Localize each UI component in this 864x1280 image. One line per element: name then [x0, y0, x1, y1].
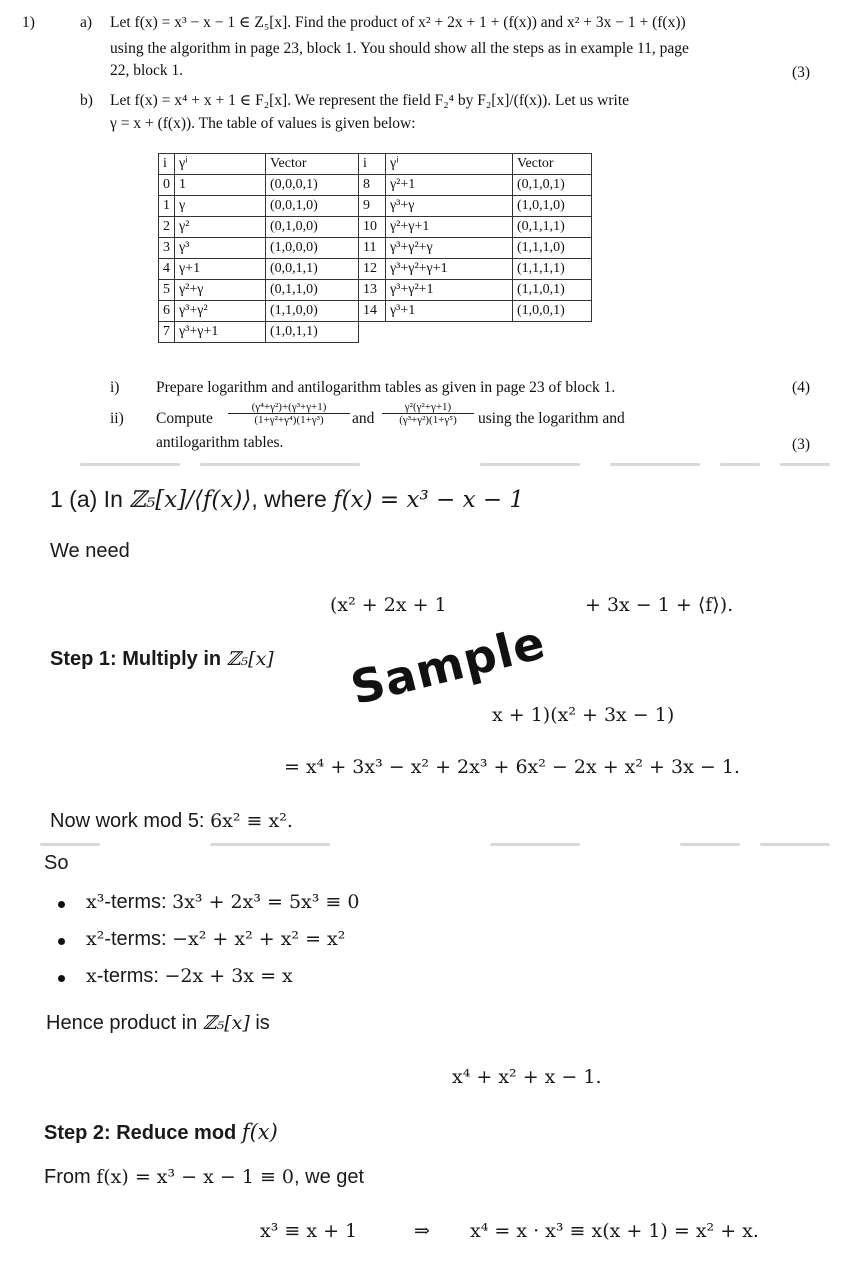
fraction-1-denominator: (1+γ²+γ⁴)(1+γ³)	[254, 414, 324, 426]
table-row	[159, 280, 592, 301]
heading-f: f(x) = x³ − x − 1	[333, 487, 525, 513]
table-cell: (1,0,1,0)	[513, 196, 592, 217]
sub-ii-label: ii)	[110, 410, 124, 427]
table-cell: (0,0,1,1)	[266, 259, 359, 280]
bullet-dot	[58, 938, 65, 945]
bullet-dot	[58, 975, 65, 982]
from-line	[44, 1166, 364, 1189]
table-cell: (1,0,0,0)	[266, 238, 359, 259]
divider	[80, 463, 180, 466]
heading-ring: ℤ₅[x]/⟨f(x)⟩	[129, 487, 252, 513]
divider	[610, 463, 700, 466]
term-label: -terms:	[96, 965, 165, 987]
table-cell: 8	[359, 175, 386, 196]
table-row	[159, 175, 592, 196]
product-result: x⁴ + x² + x − 1.	[452, 1066, 602, 1088]
term-power: x³	[86, 891, 105, 913]
table-cell: 12	[359, 259, 386, 280]
table-cell: γ²+γ	[175, 280, 266, 301]
table-cell: (1,1,1,0)	[513, 238, 592, 259]
need-eq-left: (x² + 2x + 1	[330, 594, 447, 616]
step2-f: f(x)	[241, 1120, 278, 1144]
sub-ii-compute: Compute	[156, 410, 213, 427]
table-cell: 5	[159, 280, 175, 301]
table-cell: γ²	[175, 217, 266, 238]
table-cell: (0,1,0,0)	[266, 217, 359, 238]
table-cell: 13	[359, 280, 386, 301]
term-eq: −x² + x² + x² = x²	[172, 928, 346, 950]
hence-prefix: Hence product in	[46, 1012, 203, 1034]
table-cell: 11	[359, 238, 386, 259]
table-cell: γ³+γ²	[175, 301, 266, 322]
part-a-line1: Let f(x) = x³ − x − 1 ∈ Z₅[x]. Find the product of x² + 2x + 1 + (f(x)) and x² + 3x − 1 + (f(x))	[110, 14, 686, 31]
table-cell: (0,0,1,0)	[266, 196, 359, 217]
table-row	[159, 217, 592, 238]
table-cell: (0,1,1,0)	[266, 280, 359, 301]
part-a-marks: (3)	[792, 64, 811, 81]
divider	[720, 463, 760, 466]
divider	[210, 843, 330, 846]
step2-heading	[44, 1120, 278, 1145]
part-a-label: a)	[80, 14, 93, 31]
table-row	[159, 238, 592, 259]
table-header: i	[359, 154, 386, 175]
table-cell: γ³+γ	[386, 196, 513, 217]
from-prefix: From	[44, 1166, 97, 1188]
table-cell: 3	[159, 238, 175, 259]
table-header: γⁱ	[175, 154, 266, 175]
final-right: x⁴ = x · x³ ≡ x(x + 1) = x² + x.	[470, 1220, 759, 1242]
term-line	[86, 965, 293, 988]
table-header-row	[159, 154, 592, 175]
table-cell: 1	[159, 196, 175, 217]
solution-heading	[50, 486, 524, 513]
divider	[200, 463, 360, 466]
table-cell: 1	[175, 175, 266, 196]
table-cell: (1,1,0,1)	[513, 280, 592, 301]
from-math: f(x) = x³ − x − 1 ≡ 0	[96, 1166, 295, 1188]
product-partial: x + 1)(x² + 3x − 1)	[492, 704, 675, 726]
part-b-label: b)	[80, 92, 93, 109]
table-cell: 0	[159, 175, 175, 196]
table-cell: γ³+γ+1	[175, 322, 266, 343]
fraction-2-denominator: (γ³+γ²)(1+γ⁵)	[399, 414, 457, 426]
table-cell: γ³+γ²+1	[386, 280, 513, 301]
table-cell: 2	[159, 217, 175, 238]
table-cell: 9	[359, 196, 386, 217]
hence-suffix: is	[249, 1012, 270, 1034]
table-cell: γ³+γ²+γ+1	[386, 259, 513, 280]
table-cell: γ³+1	[386, 301, 513, 322]
divider	[780, 463, 830, 466]
table-cell: γ²+γ+1	[386, 217, 513, 238]
table-cell: (0,1,0,1)	[513, 175, 592, 196]
so-text: So	[44, 852, 69, 874]
table-cell: (0,1,1,1)	[513, 217, 592, 238]
part-a-line3: 22, block 1.	[110, 62, 184, 79]
sub-ii-fraction-1	[228, 401, 350, 426]
from-suffix: , we get	[294, 1166, 365, 1188]
term-power: x	[86, 965, 97, 987]
mod5-prefix: Now work mod 5:	[50, 810, 211, 832]
mod5-math: 6x² ≡ x².	[210, 810, 293, 832]
divider	[40, 843, 100, 846]
table-cell: (1,0,1,1)	[266, 322, 359, 343]
divider	[480, 463, 580, 466]
hence-line	[46, 1012, 270, 1035]
part-a-line2: using the algorithm in page 23, block 1. You should show all the steps as in example 11, page	[110, 40, 689, 57]
question-number: 1)	[22, 14, 35, 31]
bullet-dot	[58, 901, 65, 908]
divider	[490, 843, 580, 846]
sub-i-marks: (4)	[792, 379, 811, 396]
term-eq: 3x³ + 2x³ = 5x³ ≡ 0	[172, 891, 360, 913]
divider	[760, 843, 830, 846]
table-header: Vector	[266, 154, 359, 175]
term-label: -terms:	[104, 891, 173, 913]
table-row	[159, 322, 592, 343]
final-left: x³ ≡ x + 1	[260, 1220, 358, 1242]
need-eq-right: + 3x − 1 + ⟨f⟩).	[585, 594, 734, 616]
table-cell: γ²+1	[386, 175, 513, 196]
expansion: = x⁴ + 3x³ − x² + 2x³ + 6x² − 2x + x² + 3x − 1.	[284, 756, 740, 778]
step2-prefix: Step 2: Reduce mod	[44, 1122, 242, 1144]
sub-ii-fraction-2	[382, 401, 474, 426]
part-b-line1: Let f(x) = x⁴ + x + 1 ∈ F₂[x]. We represent the field F₂⁴ by F₂[x]/(f(x)). Let us write	[110, 92, 630, 109]
table-cell: (1,1,1,1)	[513, 259, 592, 280]
table-cell: γ+1	[175, 259, 266, 280]
term-line	[86, 928, 345, 951]
we-need-text: We need	[50, 540, 130, 562]
table-cell: 7	[159, 322, 175, 343]
table-cell: 6	[159, 301, 175, 322]
sub-ii-rest: using the logarithm and	[478, 410, 625, 427]
sub-ii-and: and	[352, 410, 375, 427]
step1-ring: ℤ₅[x]	[226, 648, 274, 670]
field-table	[158, 153, 592, 343]
table-cell: (1,1,0,0)	[266, 301, 359, 322]
table-empty-cell	[513, 322, 592, 343]
heading-mid: , where	[251, 486, 334, 512]
table-cell: γ	[175, 196, 266, 217]
sample-watermark: Sample	[345, 614, 551, 716]
table-cell: (0,0,0,1)	[266, 175, 359, 196]
mod5-line	[50, 810, 293, 833]
step1-prefix: Step 1: Multiply in	[50, 648, 227, 670]
final-arrow: ⇒	[414, 1220, 430, 1242]
heading-prefix: 1 (a) In	[50, 486, 130, 512]
table-cell: γ³	[175, 238, 266, 259]
table-cell: 10	[359, 217, 386, 238]
sub-ii-line2: antilogarithm tables.	[156, 434, 284, 451]
term-line	[86, 891, 359, 914]
table-cell: 14	[359, 301, 386, 322]
sub-i-text: Prepare logarithm and antilogarithm tables as given in page 23 of block 1.	[156, 379, 616, 396]
divider	[680, 843, 740, 846]
table-row	[159, 301, 592, 322]
table-header: Vector	[513, 154, 592, 175]
table-empty-cell	[386, 322, 513, 343]
sub-ii-marks: (3)	[792, 436, 811, 453]
table-cell: 4	[159, 259, 175, 280]
sub-i-label: i)	[110, 379, 120, 396]
step1-heading	[50, 648, 274, 671]
table-header: γⁱ	[386, 154, 513, 175]
table-header: i	[159, 154, 175, 175]
term-eq: −2x + 3x = x	[164, 965, 293, 987]
term-power: x²	[86, 928, 105, 950]
table-cell: γ³+γ²+γ	[386, 238, 513, 259]
term-label: -terms:	[104, 928, 173, 950]
fraction-2-numerator: γ²(γ²+γ+1)	[382, 401, 474, 414]
fraction-1-numerator: (γ⁴+γ²)+(γ³+γ+1)	[228, 401, 350, 414]
table-empty-cell	[359, 322, 386, 343]
hence-ring: ℤ₅[x]	[202, 1012, 250, 1034]
table-cell: (1,0,0,1)	[513, 301, 592, 322]
part-b-line2: γ = x + (f(x)). The table of values is given below:	[110, 115, 416, 132]
table-row	[159, 196, 592, 217]
table-row	[159, 259, 592, 280]
